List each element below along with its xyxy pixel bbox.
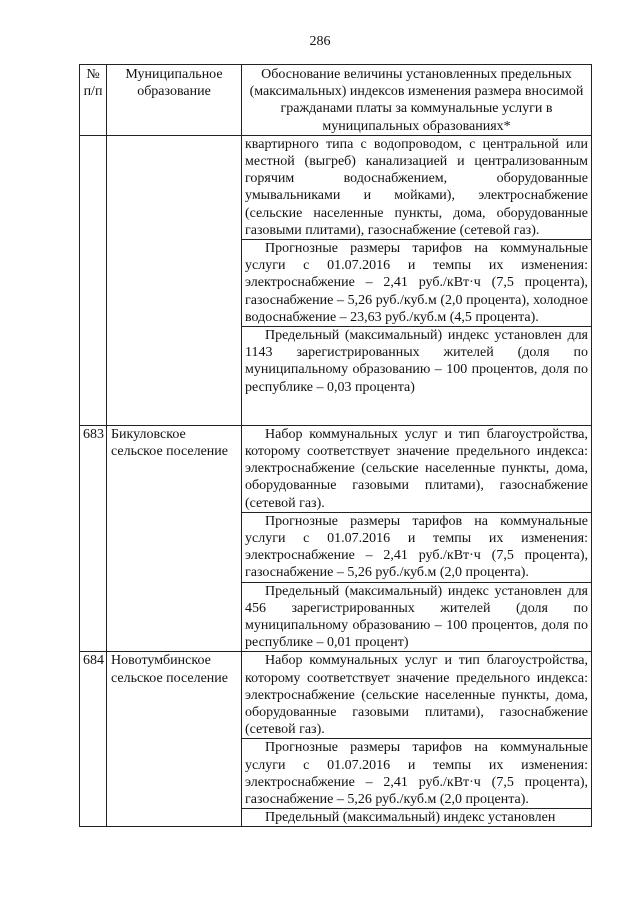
header-justification xyxy=(242,65,592,136)
row-num-cell xyxy=(80,425,107,652)
row-municipality: Бикуловское сельское поселение xyxy=(111,426,228,460)
table-row xyxy=(80,425,592,652)
row-num-cell xyxy=(80,135,107,425)
paragraph-amenities: Набор коммунальных услуг и тип благоустройства, которому соответствует значение предельного индекса: электроснабжение (сельские населенные пункты, дома, оборудованные газовыми плитами), газоснабжение (сетевой газ). xyxy=(245,426,588,511)
paragraph-tariffs: Прогнозные размеры тарифов на коммунальные услуги с 01.07.2016 и темпы их изменения: электроснабжение – 2,41 руб./кВт·ч (7,5 процента), газоснабжение – 5,26 руб./куб.м (2,0 процента), холодное водоснабжение – 23,63 руб./куб.м (4,5 процента). xyxy=(242,239,591,326)
row-municipality-cell xyxy=(107,652,242,827)
table-row xyxy=(80,135,592,425)
header-num xyxy=(80,65,107,136)
row-municipality: Новотумбинское сельское поселение xyxy=(111,653,228,686)
paragraph-tariffs: Прогнозные размеры тарифов на коммунальные услуги с 01.07.2016 и темпы их изменения: электроснабжение – 2,41 руб./кВт·ч (7,5 процента), газоснабжение – 5,26 руб./куб.м (2,0 процента). xyxy=(242,738,591,808)
paragraph-tariffs: Прогнозные размеры тарифов на коммунальные услуги с 01.07.2016 и темпы их изменения: электроснабжение – 2,41 руб./кВт·ч (7,5 процента), газоснабжение – 5,26 руб./куб.м (2,0 процента). xyxy=(242,512,591,582)
row-num: 683 xyxy=(83,426,104,442)
table-row xyxy=(80,652,592,827)
header-municipality xyxy=(107,65,242,136)
table-header-row xyxy=(80,65,592,136)
header-num-label: № п/п xyxy=(83,67,103,100)
row-justification-cell xyxy=(242,652,592,827)
row-justification-cell xyxy=(242,425,592,652)
header-municipality-label: Муниципальное образование xyxy=(125,67,223,100)
page-number: 286 xyxy=(309,34,331,49)
row-num-cell xyxy=(80,652,107,827)
row-num: 684 xyxy=(83,653,104,669)
row-justification-cell xyxy=(242,135,592,425)
row-municipality-cell xyxy=(107,135,242,425)
row-municipality-cell xyxy=(107,425,242,652)
paragraph-index-population: Предельный (максимальный) индекс установлен для 456 зарегистрированных жителей (доля по муниципальному образованию – 100 процентов, доля по республике – 0,01 процент) xyxy=(242,582,591,652)
header-justification-label: Обоснование величины установленных предельных (максимальных) индексов изменения размера вносимой гражданами платы за коммунальные услуги в муниципальных образованиях* xyxy=(249,67,584,134)
tariff-index-table xyxy=(79,64,592,827)
paragraph-amenities: квартирного типа с водопроводом, с центральной или местной (выгреб) канализацией и централизованным горячим водоснабжением, оборудованные умывальниками и мойками), электроснабжение (сельские населенные пункты, дома, оборудованные газовыми плитами), газоснабжение (сетевой газ). xyxy=(245,136,588,238)
paragraph-index-population: Предельный (максимальный) индекс установлен для 1143 зарегистрированных жителей (доля по муниципальному образованию – 100 процентов, доля по республике – 0,03 процента) xyxy=(242,326,591,396)
paragraph-index-population: Предельный (максимальный) индекс установлен xyxy=(242,808,591,826)
paragraph-amenities: Набор коммунальных услуг и тип благоустройства, которому соответствует значение предельного индекса: электроснабжение (сельские населенные пункты, дома, оборудованные газовыми плитами), газоснабжение (сетевой газ). xyxy=(245,653,588,738)
